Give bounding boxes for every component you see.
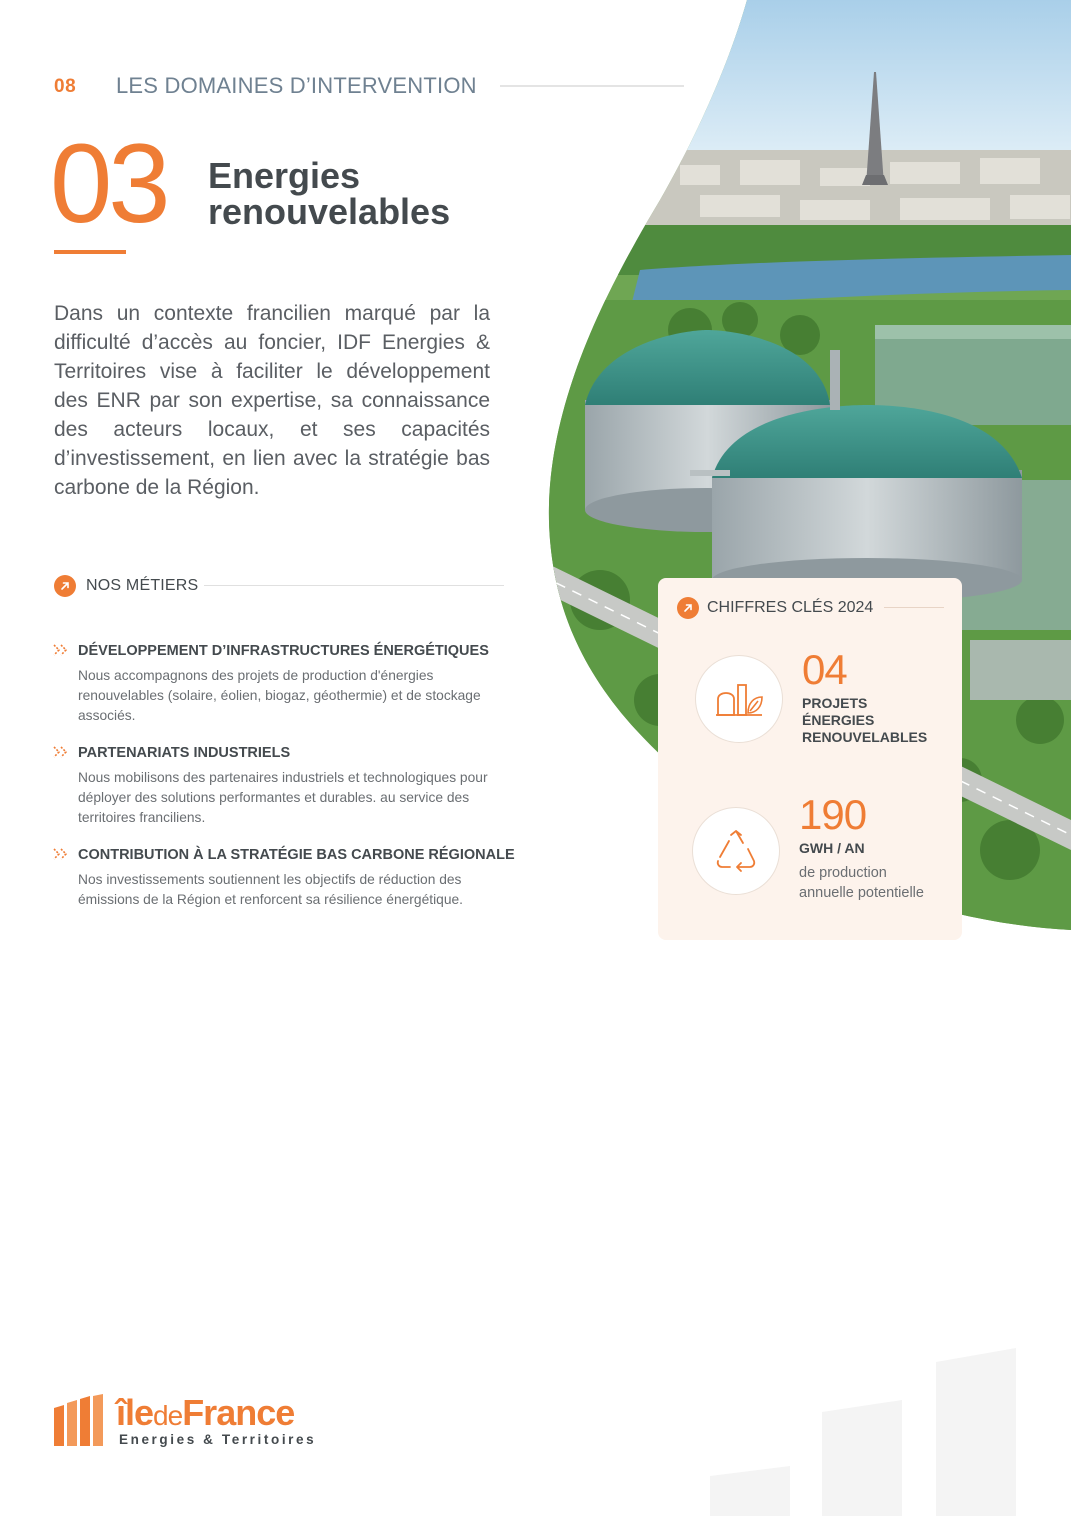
metier-text-3: Nos investissements soutiennent les objectifs de réduction des émissions de la Région et renforcent sa résilience énergétique.	[78, 872, 463, 907]
arrow-up-right-icon	[677, 597, 699, 619]
metier-text-2: Nous mobilisons des partenaires industriels et technologiques pour déployer des solutions performantes et durables. au service des territoires franciliens.	[78, 770, 488, 825]
intro-paragraph: Dans un contexte francilien marqué par la difficulté d’accès au foncier, IDF Energies & Territoires vise à faciliter le développement des ENR par son expertise, sa connaissance des acteurs locaux, et ses capacités d’investissement, en lien avec la stratégie bas carbone de la Région.	[54, 302, 490, 499]
stat-desc-production: de production annuelle potentielle	[799, 865, 924, 901]
arrow-up-right-icon	[54, 575, 76, 597]
double-chevron-icon	[52, 745, 70, 764]
metier-title-1: DÉVELOPPEMENT D’INFRASTRUCTURES ÉNERGÉTIQUES	[78, 643, 489, 659]
metiers-label: NOS MÉTIERS	[86, 577, 199, 594]
logo-subtitle: Energies & Territoires	[119, 1432, 317, 1447]
logo-wordmark: îledeFrance	[116, 1392, 295, 1433]
key-figures-divider	[884, 607, 944, 608]
metier-text-1: Nous accompagnons des projets de production d'énergies renouvelables (solaire, éolien, biogaz, géothermie) et de stockage associés.	[78, 668, 481, 723]
page-number: 08	[54, 76, 77, 97]
metiers-divider	[204, 585, 504, 586]
section-title: LES DOMAINES D’INTERVENTION	[116, 73, 477, 98]
stat-value-projects: 04	[802, 646, 847, 693]
metier-title-3: CONTRIBUTION À LA STRATÉGIE BAS CARBONE RÉGIONALE	[78, 847, 515, 863]
stat-label-production: GWH / AN	[799, 840, 865, 856]
key-figures-label: CHIFFRES CLÉS 2024	[707, 599, 874, 616]
page-title	[208, 155, 451, 232]
recycle-icon	[692, 807, 780, 895]
stat-label-projects: PROJETS ÉNERGIES RENOUVELABLES	[802, 695, 928, 745]
double-chevron-icon	[52, 847, 70, 866]
title-line-1: Energies	[208, 155, 361, 196]
metier-title-2: PARTENARIATS INDUSTRIELS	[78, 745, 291, 761]
logo-bars-icon	[54, 1394, 104, 1446]
factory-leaf-icon	[695, 655, 783, 743]
title-underline	[54, 250, 126, 254]
stat-value-production: 190	[799, 791, 867, 838]
title-line-2: renouvelables	[208, 191, 451, 232]
decorative-bars	[700, 1340, 1071, 1516]
chapter-number: 03	[50, 121, 167, 246]
double-chevron-icon	[52, 643, 70, 662]
